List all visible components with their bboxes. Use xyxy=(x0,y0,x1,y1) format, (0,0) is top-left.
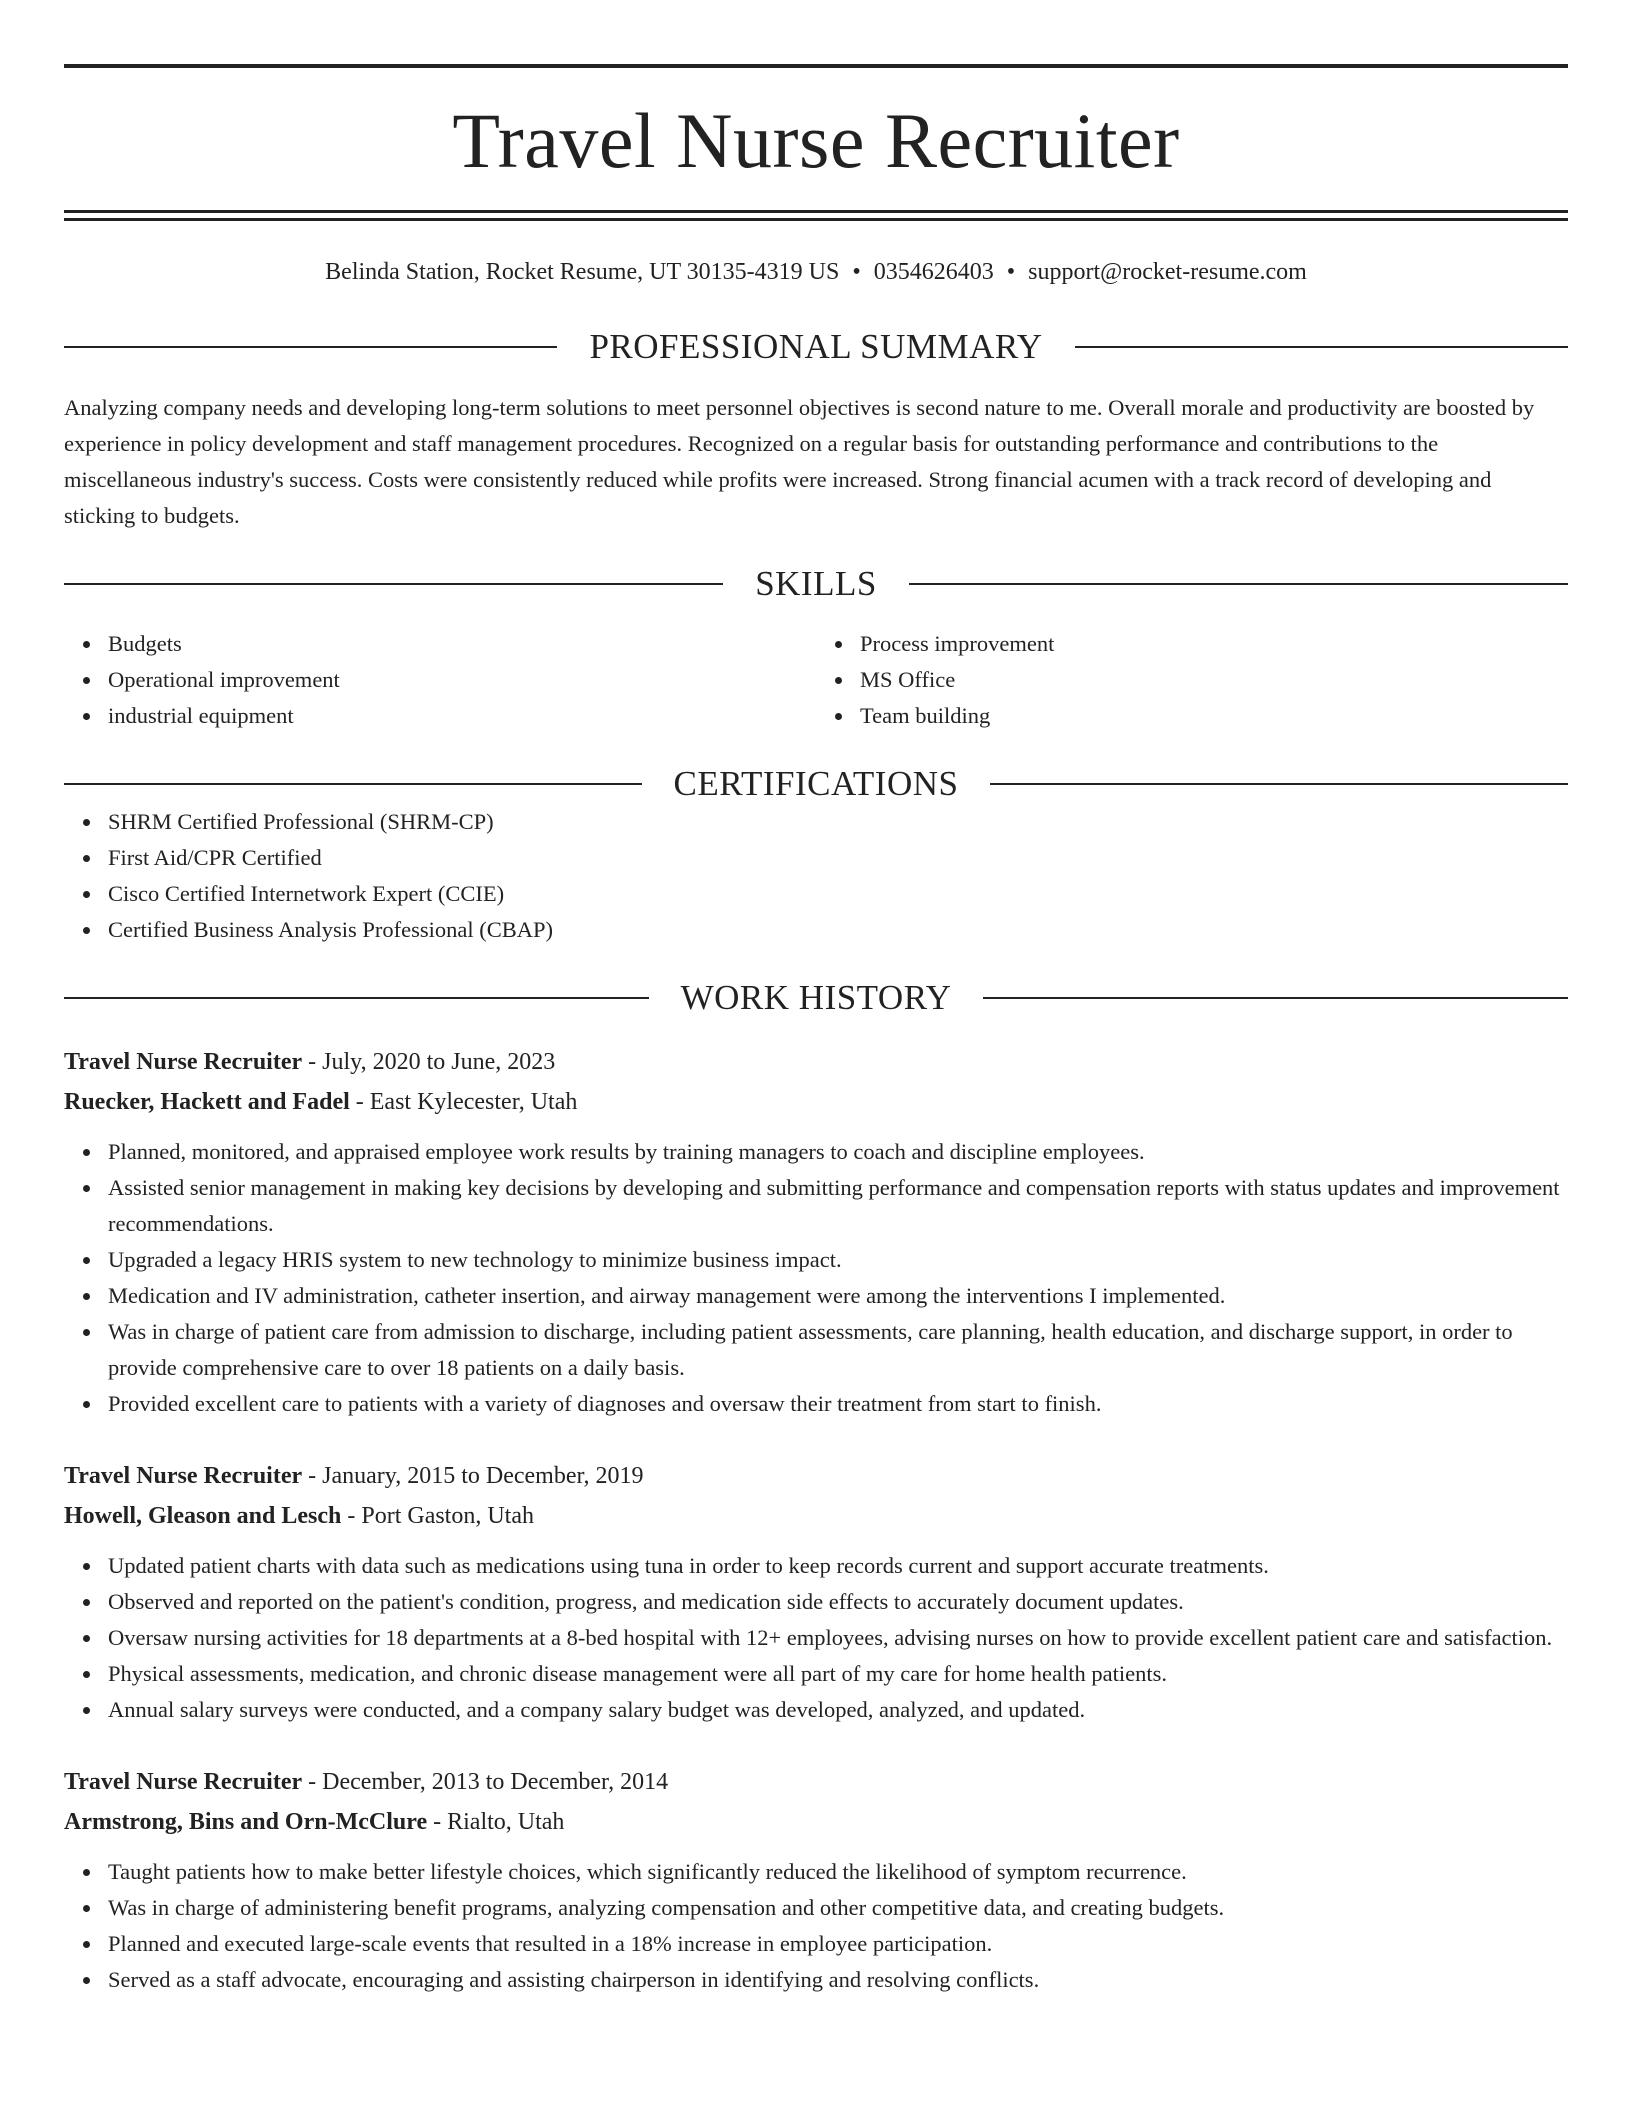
summary-heading: PROFESSIONAL SUMMARY xyxy=(589,327,1043,366)
job-company-line xyxy=(64,1082,1568,1122)
summary-section-header xyxy=(64,327,1568,367)
job-bullet: Served as a staff advocate, encouraging and assisting chairperson in identifying and resolving conflicts. xyxy=(108,1962,1568,1998)
job-dates: - July, 2020 to June, 2023 xyxy=(302,1049,556,1075)
contact-separator: • xyxy=(1006,259,1016,285)
job-title: Travel Nurse Recruiter xyxy=(64,1049,303,1075)
skills-section-header xyxy=(64,564,1568,604)
job-bullets xyxy=(64,1548,1568,1728)
job-title: Travel Nurse Recruiter xyxy=(64,1769,303,1795)
skills-column-left xyxy=(64,626,816,734)
skills-column-right xyxy=(816,626,1568,734)
job-dates: - January, 2015 to December, 2019 xyxy=(302,1463,644,1489)
work-history-section-header xyxy=(64,978,1568,1018)
divider xyxy=(990,783,1568,785)
job-bullet: Oversaw nursing activities for 18 departments at a 8-bed hospital with 12+ employees, advising nurses on how to provide excellent patient care and satisfaction. xyxy=(108,1620,1568,1656)
job-company: Ruecker, Hackett and Fadel xyxy=(64,1089,350,1115)
job-location: - Port Gaston, Utah xyxy=(341,1503,535,1529)
job-bullet: Taught patients how to make better lifestyle choices, which significantly reduced the likelihood of symptom recurrence. xyxy=(108,1854,1568,1890)
skills-heading: SKILLS xyxy=(755,564,877,603)
job-bullet: Assisted senior management in making key decisions by developing and submitting performance and compensation reports with status updates and improvement recommendations. xyxy=(108,1170,1568,1242)
divider xyxy=(64,583,723,585)
job-bullet: Planned and executed large-scale events that resulted in a 18% increase in employee participation. xyxy=(108,1926,1568,1962)
skill-item: Team building xyxy=(860,698,1568,734)
job-bullet: Was in charge of patient care from admission to discharge, including patient assessments, care planning, health education, and discharge support, in order to provide comprehensive care to over 18 patients on a daily basis. xyxy=(108,1314,1568,1386)
job-bullet: Was in charge of administering benefit programs, analyzing compensation and other competitive data, and creating budgets. xyxy=(108,1890,1568,1926)
certifications-heading: CERTIFICATIONS xyxy=(673,764,959,803)
contact-line xyxy=(64,257,1568,287)
contact-email[interactable]: support@rocket-resume.com xyxy=(1028,259,1307,285)
job-company: Howell, Gleason and Lesch xyxy=(64,1503,342,1529)
work-history-heading: WORK HISTORY xyxy=(680,978,952,1017)
job-title: Travel Nurse Recruiter xyxy=(64,1463,303,1489)
title-double-rule xyxy=(64,210,1568,221)
job-bullet: Planned, monitored, and appraised employee work results by training managers to coach and discipline employees. xyxy=(108,1134,1568,1170)
certifications-section-header xyxy=(64,764,1568,804)
certification-item: Cisco Certified Internetwork Expert (CCIE) xyxy=(108,876,1568,912)
summary-text: Analyzing company needs and developing long-term solutions to meet personnel objectives is second nature to me. Overall morale and productivity are boosted by experience in policy development and staff management procedures. Recognized on a regular basis for outstanding performance and contributions to the miscellaneous industry's success. Costs were consistently reduced while profits were increased. Strong financial acumen with a track record of developing and sticking to budgets. xyxy=(64,395,1535,528)
job-bullet: Updated patient charts with data such as medications using tuna in order to keep records current and support accurate treatments. xyxy=(108,1548,1568,1584)
certifications-list xyxy=(64,804,1568,948)
contact-address: Belinda Station, Rocket Resume, UT 30135-4319 US xyxy=(325,259,840,285)
job-entry xyxy=(64,1042,1568,1422)
job-bullet: Upgraded a legacy HRIS system to new technology to minimize business impact. xyxy=(108,1242,1568,1278)
job-bullet: Annual salary surveys were conducted, and a company salary budget was developed, analyzed, and updated. xyxy=(108,1692,1568,1728)
job-bullet: Provided excellent care to patients with a variety of diagnoses and oversaw their treatment from start to finish. xyxy=(108,1386,1568,1422)
divider xyxy=(909,583,1568,585)
job-entry xyxy=(64,1762,1568,1998)
contact-phone: 0354626403 xyxy=(873,259,994,285)
job-title-line xyxy=(64,1762,1568,1802)
job-location: - East Kylecester, Utah xyxy=(349,1089,578,1115)
skills-list xyxy=(64,626,1568,734)
resume-title: Travel Nurse Recruiter xyxy=(452,97,1180,184)
job-bullet: Observed and reported on the patient's condition, progress, and medication side effects to accurately document updates. xyxy=(108,1584,1568,1620)
skill-item: Process improvement xyxy=(860,626,1568,662)
job-bullet: Physical assessments, medication, and chronic disease management were all part of my care for home health patients. xyxy=(108,1656,1568,1692)
contact-separator: • xyxy=(852,259,861,285)
certification-item: Certified Business Analysis Professional (CBAP) xyxy=(108,912,1568,948)
job-location: - Rialto, Utah xyxy=(427,1809,565,1835)
job-bullet: Medication and IV administration, catheter insertion, and airway management were among the interventions I implemented. xyxy=(108,1278,1568,1314)
job-title-line xyxy=(64,1042,1568,1082)
job-dates: - December, 2013 to December, 2014 xyxy=(302,1769,669,1795)
divider xyxy=(64,346,557,348)
certification-item: SHRM Certified Professional (SHRM-CP) xyxy=(108,804,1568,840)
job-company: Armstrong, Bins and Orn-McClure xyxy=(64,1809,428,1835)
job-company-line xyxy=(64,1496,1568,1536)
divider xyxy=(64,997,649,999)
skill-item: Operational improvement xyxy=(108,662,816,698)
divider xyxy=(64,783,642,785)
job-entry xyxy=(64,1456,1568,1728)
job-bullets xyxy=(64,1134,1568,1422)
certification-item: First Aid/CPR Certified xyxy=(108,840,1568,876)
divider xyxy=(1075,346,1568,348)
resume-page xyxy=(64,64,1568,1998)
skill-item: industrial equipment xyxy=(108,698,816,734)
top-rule xyxy=(64,64,1568,68)
job-title-line xyxy=(64,1456,1568,1496)
divider xyxy=(983,997,1568,999)
job-company-line xyxy=(64,1802,1568,1842)
skill-item: MS Office xyxy=(860,662,1568,698)
skill-item: Budgets xyxy=(108,626,816,662)
job-bullets xyxy=(64,1854,1568,1998)
